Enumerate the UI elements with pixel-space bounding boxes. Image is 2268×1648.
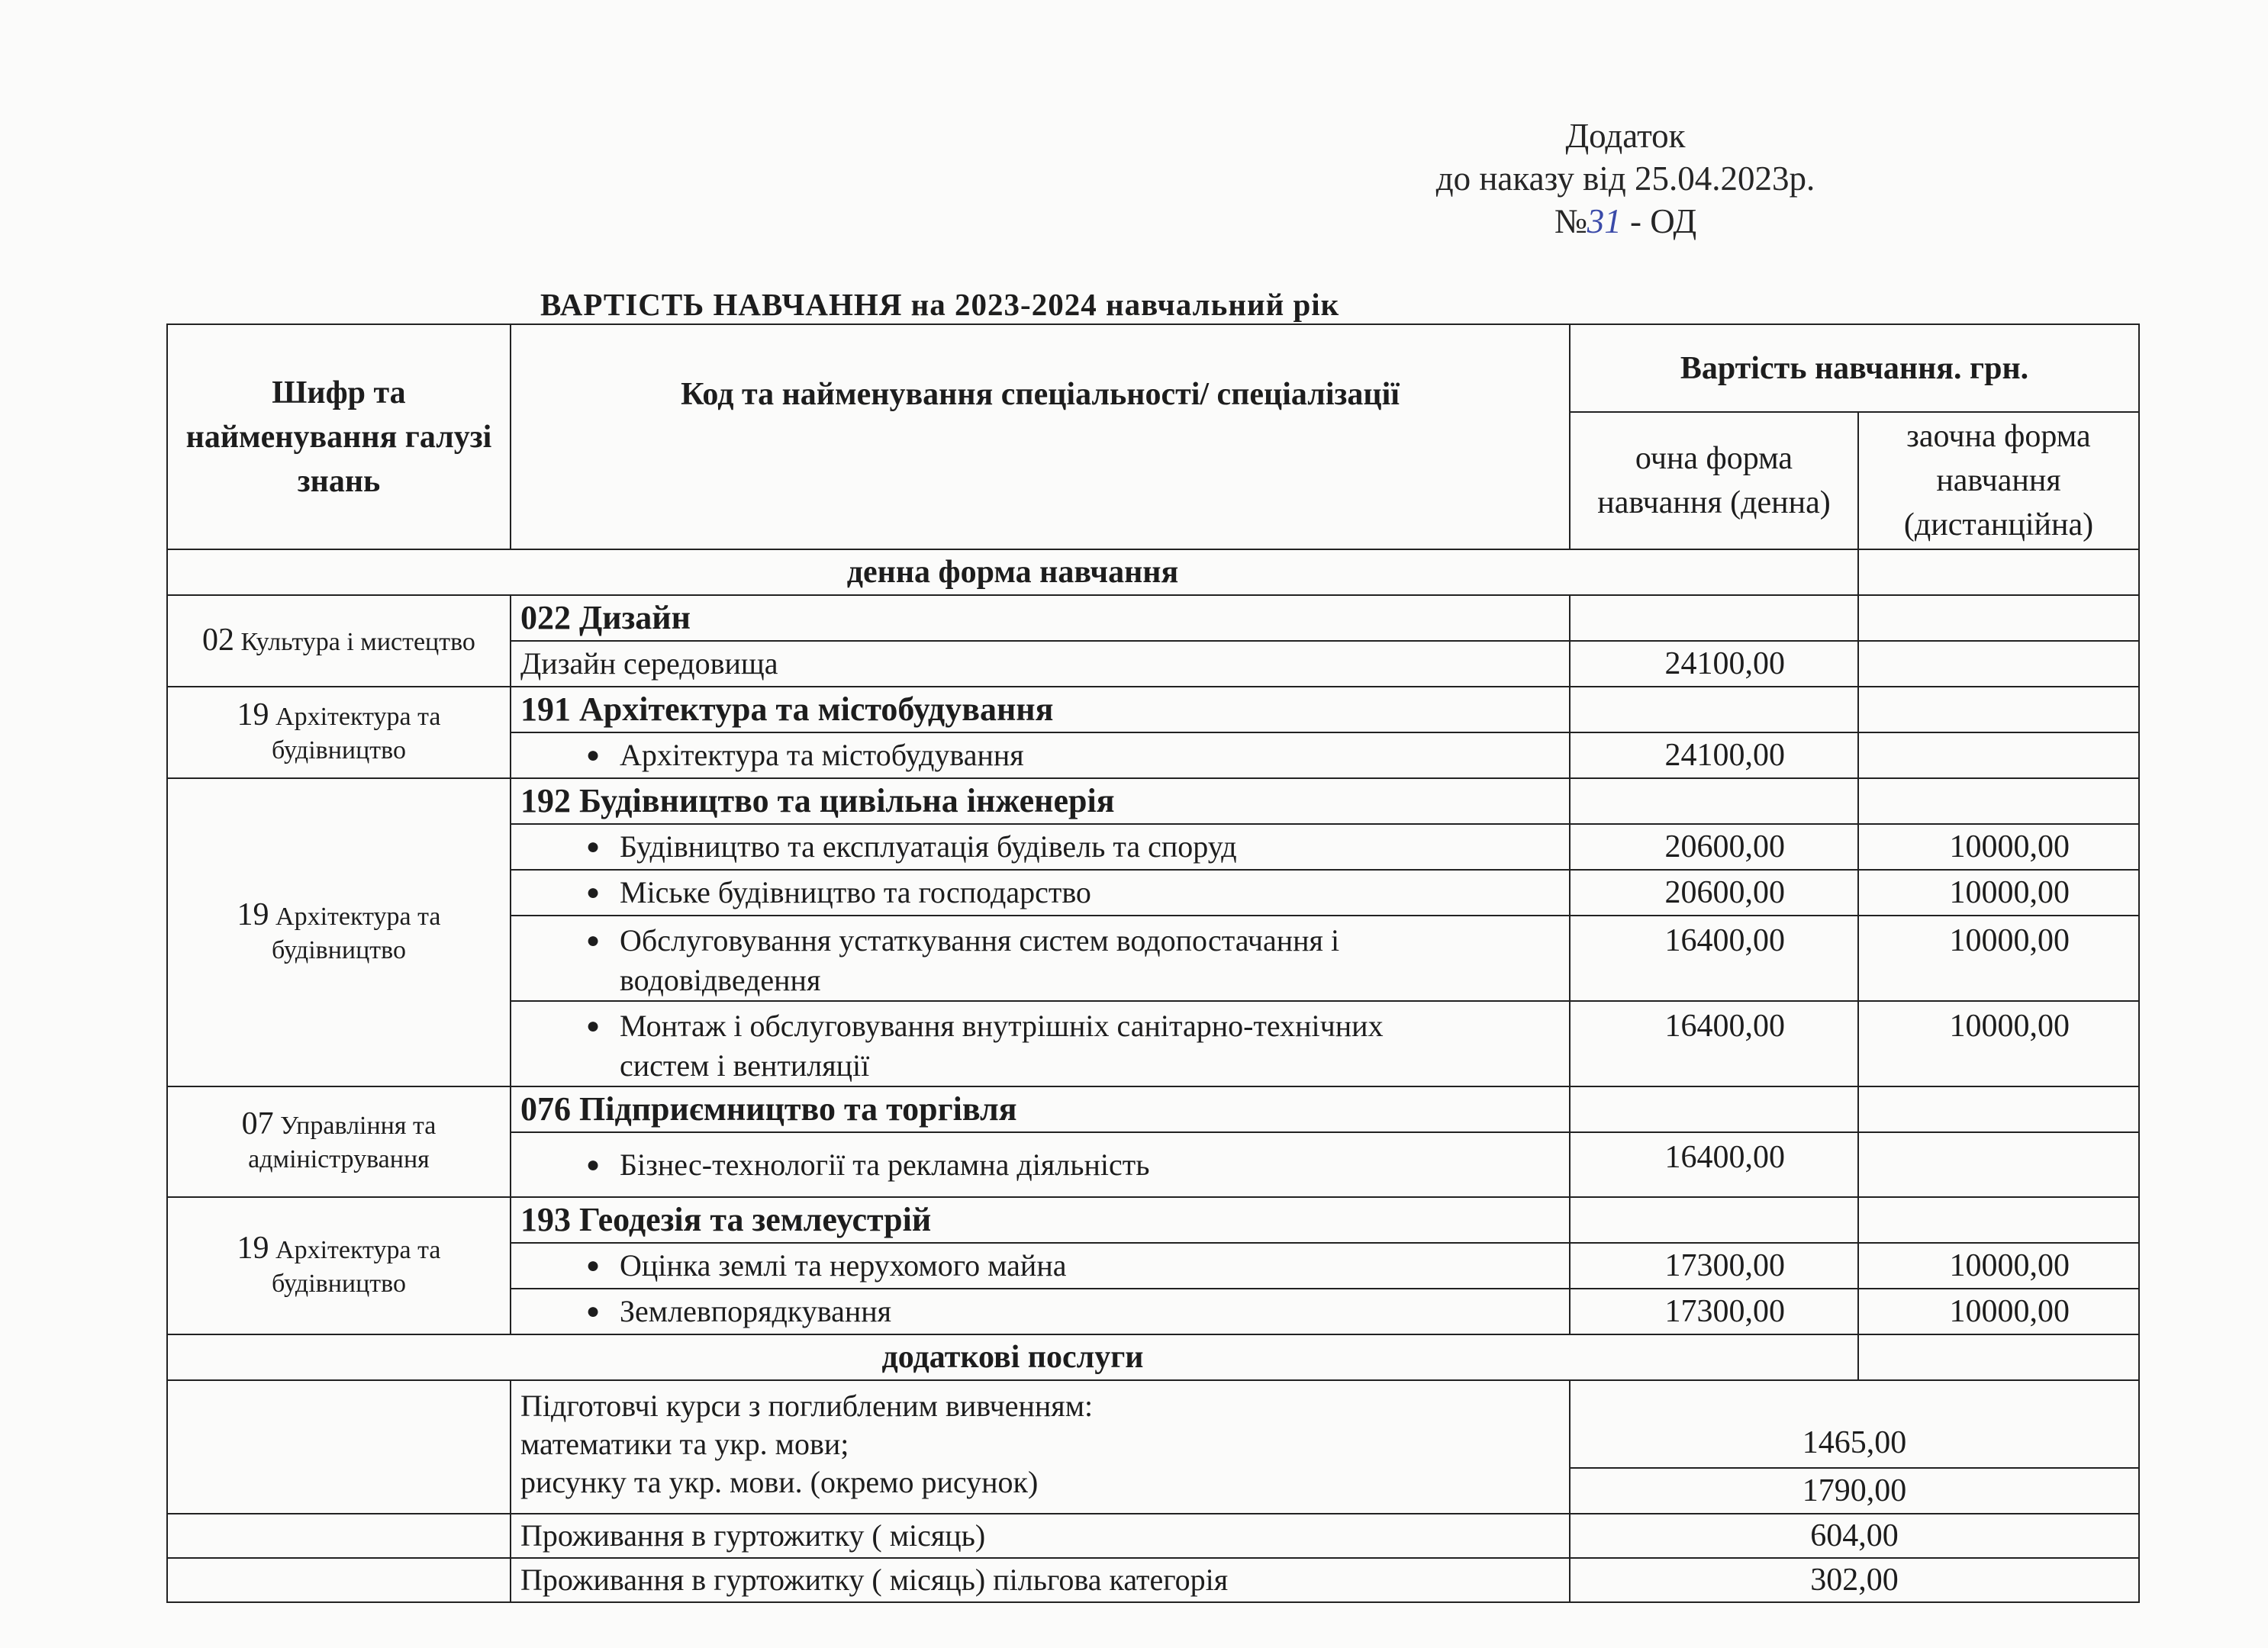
specialization-name: Землевпорядкування <box>620 1294 892 1328</box>
specialty-title: 022 Дизайн <box>511 595 1570 641</box>
specialization-name: Бізнес-технології та рекламна діяльність <box>620 1147 1150 1182</box>
col-field-header: Шифр та найменування галузі знань <box>167 324 511 549</box>
specialization-name: Міське будівництво та господарство <box>620 875 1091 909</box>
field-cell: 19 Архітектура та будівництво <box>167 1197 511 1334</box>
table-row <box>167 1197 2139 1243</box>
field-cell: 19 Архітектура та будівництво <box>167 687 511 778</box>
dorm-price: 604,00 <box>1570 1514 2139 1558</box>
price-day: 24100,00 <box>1570 732 1858 778</box>
specialization-name: Оцінка землі та нерухомого майна <box>620 1248 1067 1283</box>
bullet-icon: ● <box>585 928 601 953</box>
specialization-name: Будівництво та експлуатація будівель та споруд <box>620 829 1237 864</box>
specialty-title: 192 Будівництво та цивільна інженерія <box>511 778 1570 824</box>
section-day-form: денна форма навчання <box>167 549 1858 595</box>
price-day: 16400,00 <box>1570 1132 1858 1197</box>
specialty-title: 076 Підприємництво та торгівля <box>511 1086 1570 1132</box>
col-dist-header: заочна форма навчання (дистанційна) <box>1858 412 2139 549</box>
price-day: 17300,00 <box>1570 1243 1858 1289</box>
col-cost-header: Вартість навчання. грн. <box>1570 324 2139 412</box>
bullet-icon: ● <box>585 742 601 768</box>
price-dist: 10000,00 <box>1858 1001 2139 1086</box>
order-number: №31 - ОД <box>1554 202 1697 240</box>
page-title: ВАРТІСТЬ НАВЧАННЯ на 2023-2024 навчальний рік <box>540 287 1340 322</box>
price-day: 20600,00 <box>1570 870 1858 916</box>
specialization-name: Дизайн середовища <box>511 641 1570 687</box>
bullet-icon: ● <box>585 1299 601 1324</box>
prep-courses: Підготовчі курси з поглибленим вивченням: математики та укр. мови; рисунку та укр. мови. (окремо рисунок) <box>511 1380 1570 1514</box>
field-cell: 19 Архітектура та будівництво <box>167 778 511 1086</box>
price-dist: 10000,00 <box>1858 916 2139 1001</box>
table-row <box>167 595 2139 641</box>
section-services: додаткові послуги <box>167 1334 1858 1380</box>
table-row <box>167 687 2139 732</box>
prep-price-2: 1790,00 <box>1570 1468 2139 1514</box>
specialization-name: Монтаж і обслуговування внутрішніх санітарно-технічних систем і вентиляції <box>620 1009 1384 1083</box>
dorm-benefit-service: Проживання в гуртожитку ( місяць) пільгова категорія <box>511 1558 1570 1602</box>
order-date: до наказу від 25.04.2023р. <box>1435 159 1815 198</box>
price-dist <box>1858 1132 2139 1197</box>
specialty-title: 191 Архітектура та містобудування <box>511 687 1570 732</box>
col-specialty-header: Код та найменування спеціальності/ спеціалізації <box>511 324 1570 549</box>
price-dist <box>1858 641 2139 687</box>
tuition-table <box>166 323 2140 1603</box>
handwritten-number: 31 <box>1587 202 1622 240</box>
price-day: 17300,00 <box>1570 1289 1858 1334</box>
col-day-header: очна форма навчання (денна) <box>1570 412 1858 549</box>
bullet-icon: ● <box>585 1151 601 1177</box>
table-row <box>167 1558 2139 1602</box>
price-dist: 10000,00 <box>1858 824 2139 870</box>
prep-price-1: 1465,00 <box>1570 1380 2139 1468</box>
bullet-icon: ● <box>585 880 601 905</box>
price-dist: 10000,00 <box>1858 1289 2139 1334</box>
price-dist: 10000,00 <box>1858 1243 2139 1289</box>
dorm-benefit-price: 302,00 <box>1570 1558 2139 1602</box>
bullet-icon: ● <box>585 1013 601 1038</box>
price-day: 16400,00 <box>1570 916 1858 1001</box>
table-row <box>167 1380 2139 1468</box>
price-day: 20600,00 <box>1570 824 1858 870</box>
table-row <box>167 1514 2139 1558</box>
price-day: 24100,00 <box>1570 641 1858 687</box>
field-cell: 02 Культура і мистецтво <box>167 595 511 687</box>
dorm-service: Проживання в гуртожитку ( місяць) <box>511 1514 1570 1558</box>
specialty-title: 193 Геодезія та землеустрій <box>511 1197 1570 1243</box>
specialization-name: Архітектура та містобудування <box>620 738 1024 772</box>
price-dist: 10000,00 <box>1858 870 2139 916</box>
price-dist <box>1858 732 2139 778</box>
field-cell: 07 Управління та адміністрування <box>167 1086 511 1197</box>
specialization-name: Обслуговування устаткування систем водопостачання і водовідведення <box>620 923 1340 997</box>
table-row <box>167 778 2139 824</box>
bullet-icon: ● <box>585 1253 601 1278</box>
document-header <box>1374 114 1877 243</box>
table-row <box>167 1086 2139 1132</box>
price-day: 16400,00 <box>1570 1001 1858 1086</box>
appendix-label: Додаток <box>1565 117 1686 155</box>
bullet-icon: ● <box>585 834 601 859</box>
